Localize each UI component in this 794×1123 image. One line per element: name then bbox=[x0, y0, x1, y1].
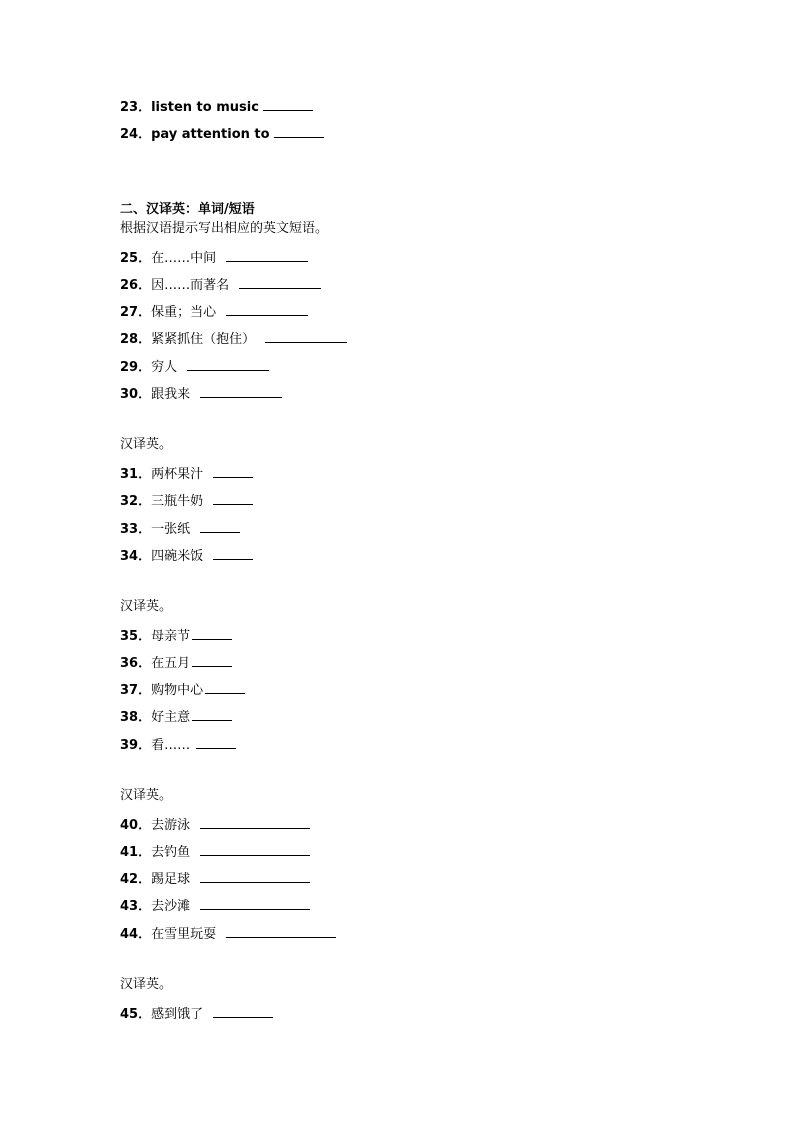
item-34 bbox=[120, 545, 253, 563]
answer-blank[interactable] bbox=[265, 328, 347, 343]
item-text: 紧紧抓住（抱住） bbox=[151, 332, 256, 347]
item-number: 31． bbox=[120, 467, 152, 482]
answer-blank[interactable] bbox=[196, 734, 236, 749]
item-33 bbox=[120, 518, 240, 536]
item-42 bbox=[120, 868, 310, 886]
item-35 bbox=[120, 625, 232, 643]
item-27 bbox=[120, 301, 308, 319]
answer-blank[interactable] bbox=[213, 1003, 273, 1018]
item-text: 去沙滩 bbox=[151, 899, 191, 914]
item-number: 34． bbox=[120, 549, 152, 564]
item-29 bbox=[120, 356, 269, 374]
item-text: 好主意 bbox=[151, 710, 191, 725]
item-number: 24． bbox=[120, 127, 152, 142]
item-text: 跟我来 bbox=[151, 387, 191, 402]
item-text: 去钓鱼 bbox=[151, 845, 191, 860]
answer-blank[interactable] bbox=[226, 247, 308, 262]
item-text: listen to music bbox=[151, 100, 259, 115]
item-23 bbox=[120, 96, 313, 114]
item-text: 在雪里玩耍 bbox=[151, 927, 217, 942]
item-number: 32． bbox=[120, 494, 152, 509]
answer-blank[interactable] bbox=[200, 383, 282, 398]
item-number: 29． bbox=[120, 360, 152, 375]
item-41 bbox=[120, 841, 310, 859]
item-text: 踢足球 bbox=[151, 872, 191, 887]
answer-blank[interactable] bbox=[213, 490, 253, 505]
item-number: 37． bbox=[120, 683, 152, 698]
item-number: 30． bbox=[120, 387, 152, 402]
item-text: 两杯果汁 bbox=[151, 467, 204, 482]
item-number: 28． bbox=[120, 332, 152, 347]
item-number: 23． bbox=[120, 100, 152, 115]
answer-blank[interactable] bbox=[192, 652, 232, 667]
item-number: 43． bbox=[120, 899, 152, 914]
item-number: 39． bbox=[120, 738, 152, 753]
item-32 bbox=[120, 490, 253, 508]
item-text: 四碗米饭 bbox=[151, 549, 204, 564]
answer-blank[interactable] bbox=[192, 706, 232, 721]
item-26 bbox=[120, 274, 321, 292]
answer-blank[interactable] bbox=[200, 518, 240, 533]
answer-blank[interactable] bbox=[200, 895, 310, 910]
item-text: 母亲节 bbox=[151, 629, 191, 644]
item-40 bbox=[120, 814, 310, 832]
item-37 bbox=[120, 679, 245, 697]
item-28 bbox=[120, 328, 347, 346]
item-25 bbox=[120, 247, 308, 265]
answer-blank[interactable] bbox=[239, 274, 321, 289]
section-heading: 汉译英。 bbox=[120, 437, 173, 452]
item-36 bbox=[120, 652, 232, 670]
section-instruction: 根据汉语提示写出相应的英文短语。 bbox=[120, 221, 329, 236]
section-heading: 汉译英。 bbox=[120, 599, 173, 614]
item-text: 保重；当心 bbox=[151, 305, 217, 320]
item-number: 40． bbox=[120, 818, 152, 833]
answer-blank[interactable] bbox=[192, 625, 232, 640]
item-text: 去游泳 bbox=[151, 818, 191, 833]
item-text: 一张纸 bbox=[151, 522, 191, 537]
item-number: 27． bbox=[120, 305, 152, 320]
item-31 bbox=[120, 463, 253, 481]
answer-blank[interactable] bbox=[200, 868, 310, 883]
item-30 bbox=[120, 383, 282, 401]
item-45 bbox=[120, 1003, 273, 1021]
section-heading: 汉译英。 bbox=[120, 977, 173, 992]
item-number: 44． bbox=[120, 927, 152, 942]
item-38 bbox=[120, 706, 232, 724]
answer-blank[interactable] bbox=[226, 301, 308, 316]
item-text: 因……而著名 bbox=[151, 278, 230, 293]
item-text: 看…… bbox=[151, 738, 191, 753]
item-number: 42． bbox=[120, 872, 152, 887]
answer-blank[interactable] bbox=[213, 463, 253, 478]
item-number: 45． bbox=[120, 1007, 152, 1022]
item-text: 穷人 bbox=[151, 360, 178, 375]
answer-blank[interactable] bbox=[200, 841, 310, 856]
item-number: 38． bbox=[120, 710, 152, 725]
item-number: 35． bbox=[120, 629, 152, 644]
section-heading: 汉译英。 bbox=[120, 788, 173, 803]
item-text: 在五月 bbox=[151, 656, 191, 671]
item-number: 25． bbox=[120, 251, 152, 266]
item-43 bbox=[120, 895, 310, 913]
item-text: 三瓶牛奶 bbox=[151, 494, 204, 509]
item-number: 36． bbox=[120, 656, 152, 671]
item-24 bbox=[120, 123, 324, 141]
answer-blank[interactable] bbox=[213, 545, 253, 560]
item-44 bbox=[120, 923, 336, 941]
answer-blank[interactable] bbox=[274, 123, 324, 138]
answer-blank[interactable] bbox=[263, 96, 313, 111]
item-number: 33． bbox=[120, 522, 152, 537]
item-number: 26． bbox=[120, 278, 152, 293]
item-39 bbox=[120, 734, 236, 752]
item-text: pay attention to bbox=[151, 127, 270, 142]
answer-blank[interactable] bbox=[205, 679, 245, 694]
answer-blank[interactable] bbox=[187, 356, 269, 371]
section-title: 二、汉译英：单词/短语 bbox=[120, 202, 255, 217]
item-text: 购物中心 bbox=[151, 683, 204, 698]
item-text: 感到饿了 bbox=[151, 1007, 204, 1022]
answer-blank[interactable] bbox=[200, 814, 310, 829]
answer-blank[interactable] bbox=[226, 923, 336, 938]
item-text: 在……中间 bbox=[151, 251, 217, 266]
item-number: 41． bbox=[120, 845, 152, 860]
